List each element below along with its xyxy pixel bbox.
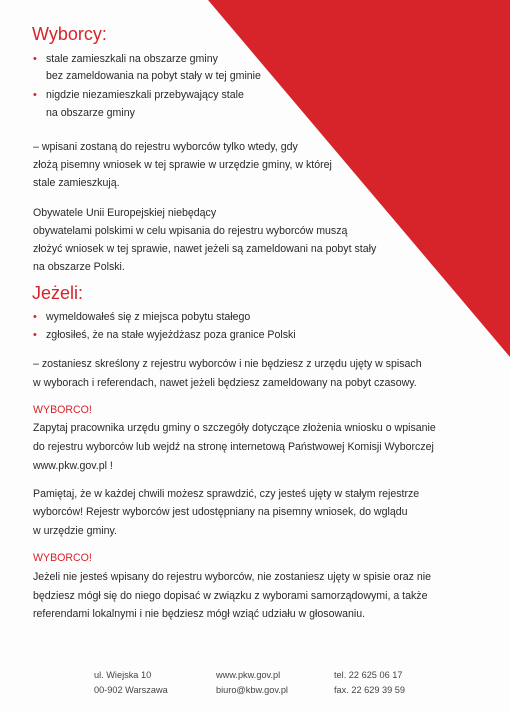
footer-address: [94, 668, 168, 698]
footer-fax: fax. 22 629 39 59: [334, 685, 406, 695]
notice-line: referendami lokalnymi i nie będziesz mógł wziąć udziału w głosowaniu.: [33, 608, 366, 620]
paragraph-line: złożą pisemny wniosek w tej sprawie w urzędzie gminy, w której: [33, 159, 332, 171]
footer-email-link[interactable]: biuro@kbw.gov.pl: [216, 685, 288, 695]
bullet-icon: •: [33, 329, 37, 341]
paragraph-line: złożyć wniosek w tej sprawie, nawet jeżeli są zameldowani na pobyt stały: [33, 243, 377, 255]
footer-city: 00-902 Warszawa: [94, 685, 168, 695]
bullet-line: zgłosiłeś, że na stałe wyjeżdżasz poza granice Polski: [46, 329, 296, 341]
bullet-line: stale zamieszkali na obszarze gminy: [46, 53, 218, 65]
paragraph-line: obywatelami polskimi w celu wpisania do rejestru wyborców muszą: [33, 225, 348, 237]
notice-heading: WYBORCO!: [33, 552, 92, 564]
notice-line: będziesz mógł się do niego dopisać w związku z wyborami samorządowymi, a także: [33, 590, 428, 602]
bullet-line: na obszarze gminy: [46, 107, 135, 119]
paragraph-line: w wyborach i referendach, nawet jeżeli będziesz zameldowany na pobyt czasowy.: [33, 377, 417, 389]
section-title-wyborcy: Wyborcy:: [32, 24, 107, 44]
paragraph-line: Obywatele Unii Europejskiej niebędący: [33, 207, 217, 219]
footer-website-link[interactable]: www.pkw.gov.pl: [216, 670, 281, 680]
bullet-icon: •: [33, 311, 37, 323]
bullet-icon: •: [33, 53, 37, 65]
section-title-jezeli: Jeżeli:: [32, 283, 84, 303]
website-link[interactable]: www.pkw.gov.pl !: [33, 460, 113, 472]
notice-heading: WYBORCO!: [33, 404, 92, 416]
notice-line: do rejestru wyborców lub wejdź na stronę internetową Państwowej Komisji Wyborczej: [33, 441, 434, 453]
notice-line: Zapytaj pracownika urzędu gminy o szczegóły dotyczące złożenia wniosku o wpisanie: [33, 422, 436, 434]
footer-phone: tel. 22 625 06 17: [334, 670, 403, 680]
footer-street: ul. Wiejska 10: [94, 670, 152, 680]
bullet-line: bez zameldowania na pobyt stały w tej gminie: [46, 70, 261, 82]
paragraph-line: – wpisani zostaną do rejestru wyborców tylko wtedy, gdy: [33, 141, 298, 153]
notice-line: w urzędzie gminy.: [33, 525, 117, 537]
bullet-line: wymeldowałeś się z miejsca pobytu stałego: [46, 311, 251, 323]
notice-line: wyborców! Rejestr wyborców jest udostępniany na pisemny wniosek, do wglądu: [33, 506, 408, 518]
paragraph-line: – zostaniesz skreślony z rejestru wyborców i nie będziesz z urzędu ujęty w spisach: [33, 358, 422, 370]
footer-web: [216, 668, 288, 698]
notice-line: Jeżeli nie jesteś wpisany do rejestru wyborców, nie zostaniesz ujęty w spisie oraz nie: [33, 571, 432, 583]
footer-phones: [334, 668, 405, 698]
paragraph-line: stale zamieszkują.: [33, 177, 120, 189]
bullet-icon: •: [33, 89, 37, 101]
bullet-line: nigdzie niezamieszkali przebywający stale: [46, 89, 244, 101]
paragraph-line: na obszarze Polski.: [33, 261, 125, 273]
notice-line: Pamiętaj, że w każdej chwili możesz sprawdzić, czy jesteś ujęty w stałym rejestrze: [33, 488, 420, 500]
